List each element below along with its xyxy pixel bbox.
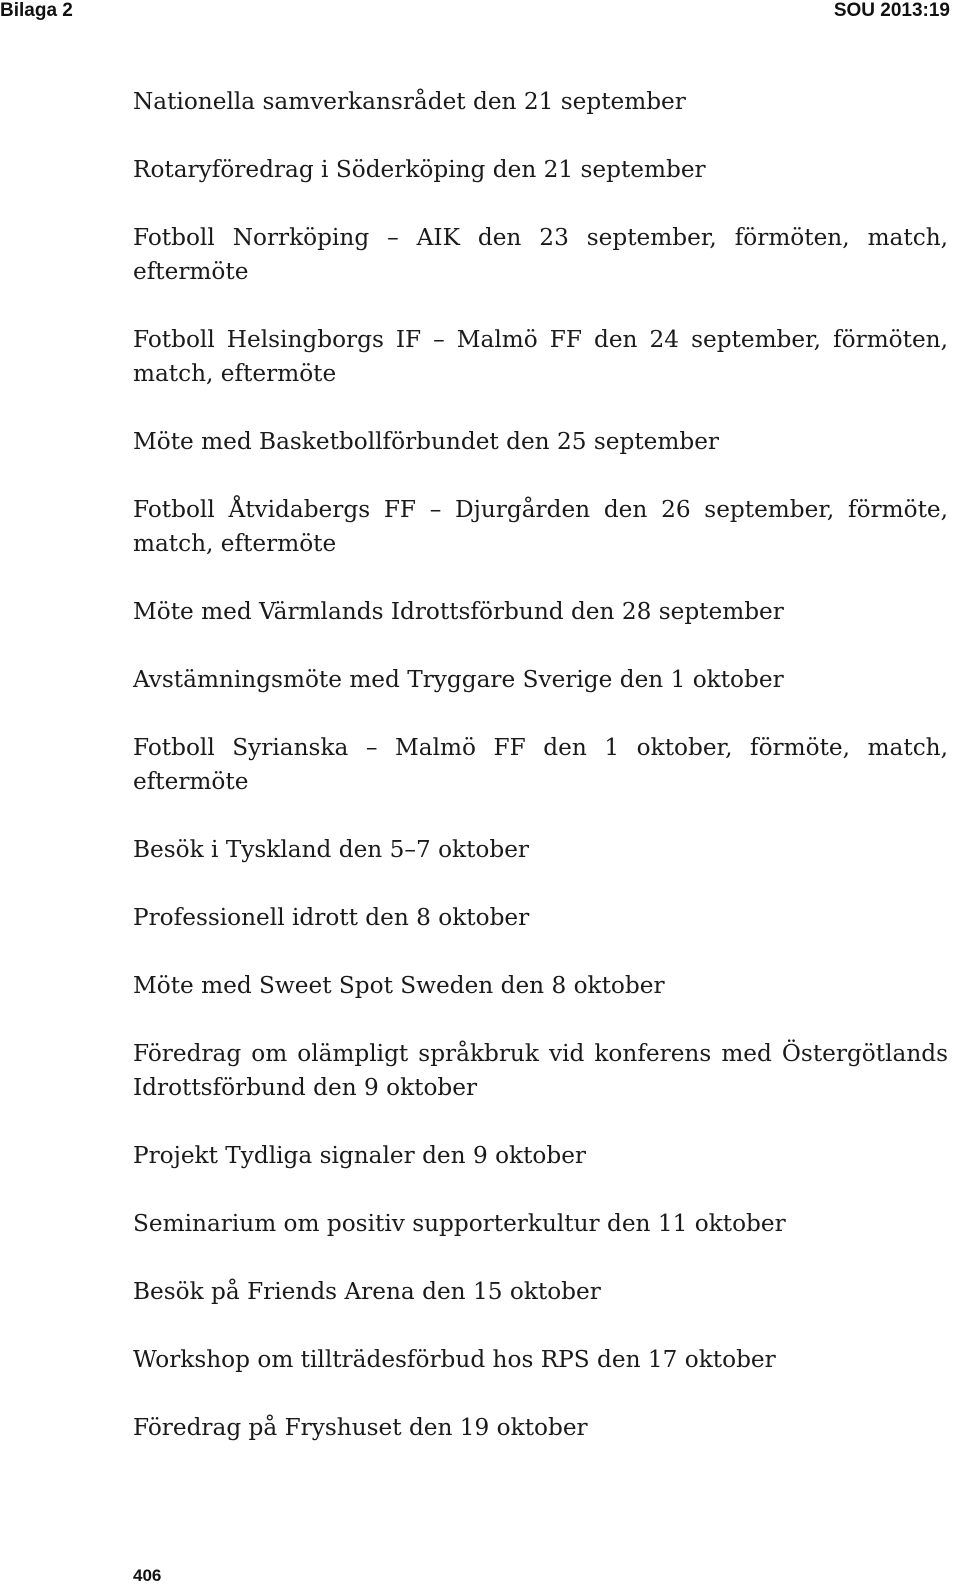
list-item: Seminarium om positiv supporterkultur den 11 oktober [133, 1210, 786, 1237]
list-item: Fotboll Helsingborgs IF – Malmö FF den 24 september, förmöten, match, eftermöte [133, 326, 948, 387]
list-item: Besök i Tyskland den 5–7 oktober [133, 836, 530, 863]
list-item: Möte med Sweet Spot Sweden den 8 oktober [133, 972, 665, 999]
list-item: Rotaryföredrag i Söderköping den 21 september [133, 156, 706, 183]
list-item: Möte med Basketbollförbundet den 25 september [133, 428, 720, 455]
list-item: Projekt Tydliga signaler den 9 oktober [133, 1142, 587, 1169]
page-number: 406 [133, 1566, 162, 1585]
list-item: Fotboll Åtvidabergs FF – Djurgården den 26 september, förmöte, match, eftermöte [133, 496, 948, 557]
list-item: Fotboll Syrianska – Malmö FF den 1 oktober, förmöte, match, eftermöte [133, 734, 948, 795]
list-item: Besök på Friends Arena den 15 oktober [133, 1278, 601, 1305]
list-item: Fotboll Norrköping – AIK den 23 september, förmöten, match, eftermöte [133, 224, 948, 285]
list-item: Föredrag om olämpligt språkbruk vid konferens med Östergötlands Idrottsförbund den 9 oktober [133, 1040, 948, 1101]
list-item: Avstämningsmöte med Tryggare Sverige den 1 oktober [133, 666, 784, 693]
header-report-id: SOU 2013:19 [833, 0, 950, 21]
list-item: Workshop om tillträdesförbud hos RPS den 17 oktober [133, 1346, 776, 1373]
header-appendix-label: Bilaga 2 [0, 0, 73, 21]
list-item: Möte med Värmlands Idrottsförbund den 28 september [133, 598, 784, 625]
list-item: Professionell idrott den 8 oktober [133, 904, 530, 931]
list-item: Nationella samverkansrådet den 21 september [133, 88, 686, 115]
list-item: Föredrag på Fryshuset den 19 oktober [133, 1414, 588, 1441]
event-list [133, 85, 948, 1479]
